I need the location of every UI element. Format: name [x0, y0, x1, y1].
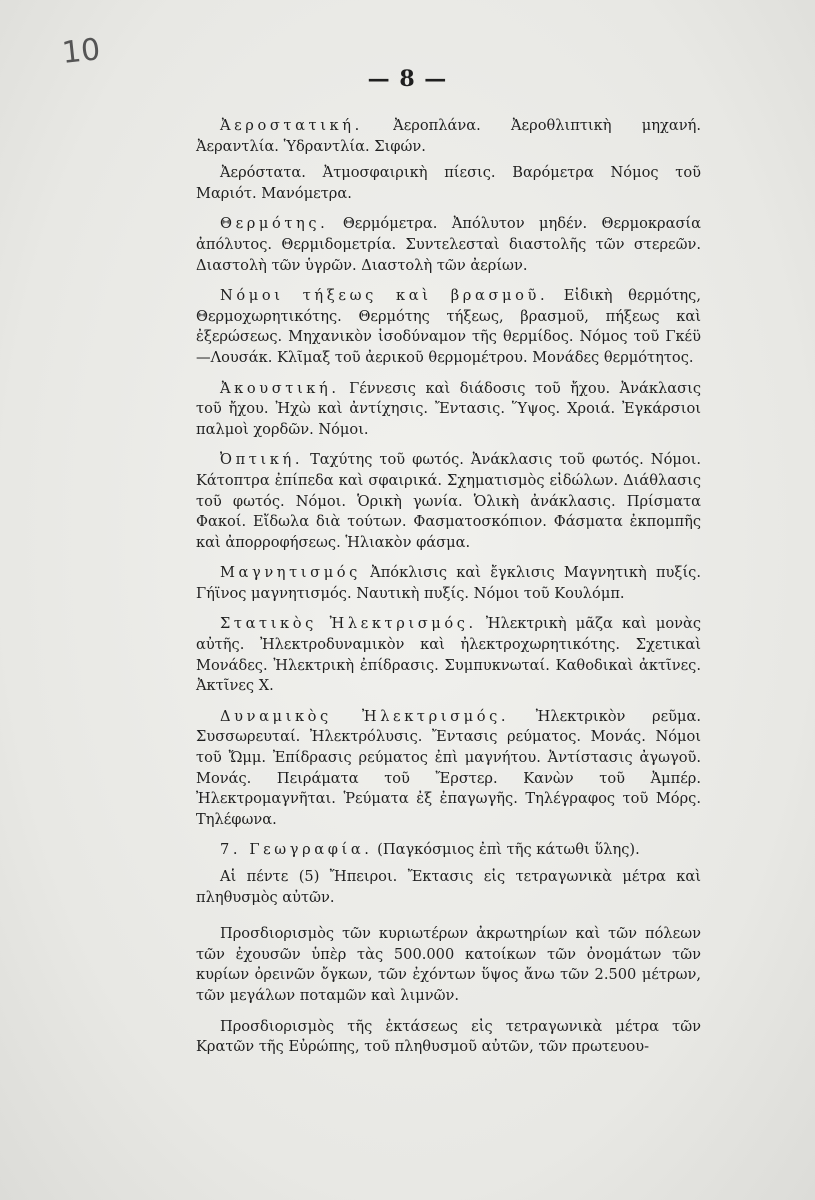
- paragraph-text: Προσδιορισμὸς τῶν κυριωτέρων ἀκρωτηρίων καὶ τῶν πόλεων τῶν ἐχουσῶν ὑπὲρ τὰς 500.000 κατοίκων τῶν ὀνομάτων τῶν κυρίων ὀρεινῶν ὄγκων, τῶν ἐχόντων ὕψος ἄνω τῶν 2.500 μέτρων, τῶν μεγάλων ποταμῶν καὶ λιμνῶν.: [196, 925, 701, 1004]
- paragraph-text: (Παγκόσμιος ἐπὶ τῆς κάτωθι ὕλης).: [372, 841, 640, 859]
- section-heading: Ἀεροστατική.: [220, 117, 363, 134]
- paragraph-static-electricity: [196, 614, 701, 696]
- paragraph-text: Ἀπόκλισις καὶ ἔγκλισις Μαγνητικὴ πυξίς. Γήϊνος μαγνητισμός. Ναυτικὴ πυξίς. Νόμοι τοῦ Κουλόμπ.: [196, 564, 701, 602]
- paragraph-text: Θερμόμετρα. Ἀπόλυτον μηδέν. Θερμοκρασία ἀπόλυτος. Θερμιδομετρία. Συντελεσταὶ διαστολῆς τῶν στερεῶν. Διαστολὴ τῶν ὑγρῶν. Διαστολὴ τῶν ἀερίων.: [196, 215, 701, 274]
- page-body: [196, 116, 701, 1068]
- paragraph-capes-cities: [196, 924, 701, 1006]
- paragraph-text: Ἠλεκτρικὸν ρεῦμα. Συσσωρευταί. Ἠλεκτρόλυσις. Ἔντασις ρεύματος. Μονάς. Νόμοι τοῦ Ὤμμ. Ἐπίδρασις ρεύματος ἐπὶ μαγνήτου. Ἀντίστασις ἀγωγοῦ. Μονάς. Πειράματα τοῦ Ἔρστερ. Κανὼν τοῦ Ἀμπέρ. Ἠλεκτρομαγνῆται. Ῥεύματα ἐξ ἐπαγωγῆς. Τηλέγραφος τοῦ Μόρς. Τηλέφωνα.: [196, 707, 702, 828]
- paragraph-states-area: [196, 1017, 701, 1058]
- section-heading: Ἀκουστική.: [220, 379, 340, 397]
- paragraph-text: Αἱ πέντε (5) Ἤπειροι. Ἔκτασις εἰς τετραγωνικὰ μέτρα καὶ πληθυσμὸς αὐτῶν.: [196, 868, 701, 906]
- paragraph-fusion-boiling: [196, 286, 701, 368]
- paragraph-text: Ταχύτης τοῦ φωτός. Ἀνάκλασις τοῦ φωτός. Νόμοι. Κάτοπτρα ἐπίπεδα καὶ σφαιρικά. Σχηματισμὸς εἰδώλων. Διάθλασις τοῦ φωτός. Νόμοι. Ὁρικὴ γωνία. Ὁλικὴ ἀνάκλασις. Πρίσματα Φακοί. Εἴδωλα διὰ τούτων. Φασματοσκόπιον. Φάσματα ἐκπομπῆς καὶ ἀπορροφήσεως. Ἡλιακὸν φάσμα.: [196, 451, 701, 551]
- section-heading: Μαγνητισμός: [220, 564, 361, 582]
- handwritten-page-note: 10: [60, 32, 102, 71]
- section-heading: Θερμότης.: [220, 215, 329, 233]
- paragraph-aerostatics: [196, 116, 701, 157]
- paragraph-dynamic-electricity: [196, 707, 701, 831]
- paragraph-aerostats: [196, 163, 701, 204]
- paragraph-text: Εἰδικὴ θερμότης, Θερμοχωρητικότης. Θερμότης τήξεως, βρασμοῦ, πήξεως καὶ ἐξερώσεως. Μηχανικὸν ἰσοδύναμον τῆς θερμίδος. Νόμος τοῦ Γκέϋ—Λουσάκ. Κλῖμαξ τοῦ ἀερικοῦ θερμομέτρου. Μονάδες θερμότητος.: [196, 287, 701, 366]
- paragraph-optics: [196, 450, 701, 553]
- paragraph-text: Προσδιορισμὸς τῆς ἐκτάσεως εἰς τετραγωνικὰ μέτρα τῶν Κρατῶν τῆς Εὐρώπης, τοῦ πληθυσμοῦ αὐτῶν, τῶν πρωτευου-: [196, 1017, 701, 1056]
- paragraph-acoustics: [196, 379, 701, 441]
- section-heading: Νόμοι τήξεως καὶ βρασμοῦ.: [220, 287, 549, 305]
- page-number: — 8 —: [367, 66, 448, 92]
- paragraph-geography: [196, 840, 701, 861]
- paragraph-continents: [196, 867, 701, 908]
- section-heading: 7. Γεωγραφία.: [220, 841, 373, 859]
- section-heading: Ὀπτική.: [220, 451, 304, 469]
- paragraph-text: Ἀεροπλάνα. Ἀεροθλιπτικὴ μηχανή. Ἀεραντλία. Ὑδραντλία. Σιφών.: [196, 117, 701, 155]
- paragraph-heat: [196, 214, 701, 276]
- section-heading: Στατικὸς Ἠλεκτρισμός.: [220, 615, 477, 633]
- paragraph-text: Γέννεσις καὶ διάδοσις τοῦ ἤχου. Ἀνάκλασις τοῦ ἤχου. Ἠχὼ καὶ ἀντίχησις. Ἔντασις. Ὕψος. Χροιά. Ἐγκάρσιοι παλμοὶ χορδῶν. Νόμοι.: [196, 379, 701, 438]
- paragraph-magnetism: [196, 563, 701, 604]
- paragraph-text: Ἀερόστατα. Ἀτμοσφαιρικὴ πίεσις. Βαρόμετρα Νόμος τοῦ Μαριότ. Μανόμετρα.: [196, 164, 701, 202]
- paragraph-text: Ἠλεκτρικὴ μᾶζα καὶ μονὰς αὐτῆς. Ἠλεκτροδυναμικὸν καὶ ἠλεκτροχωρητικότης. Σχετικαὶ Μονάδες. Ἠλεκτρικὴ ἐπίδρασις. Συμπυκνωταί. Καθοδικαὶ ἀκτῖνες. Ἀκτῖνες Χ.: [196, 615, 702, 695]
- section-heading: Δυναμικὸς Ἠλεκτρισμός.: [220, 707, 510, 725]
